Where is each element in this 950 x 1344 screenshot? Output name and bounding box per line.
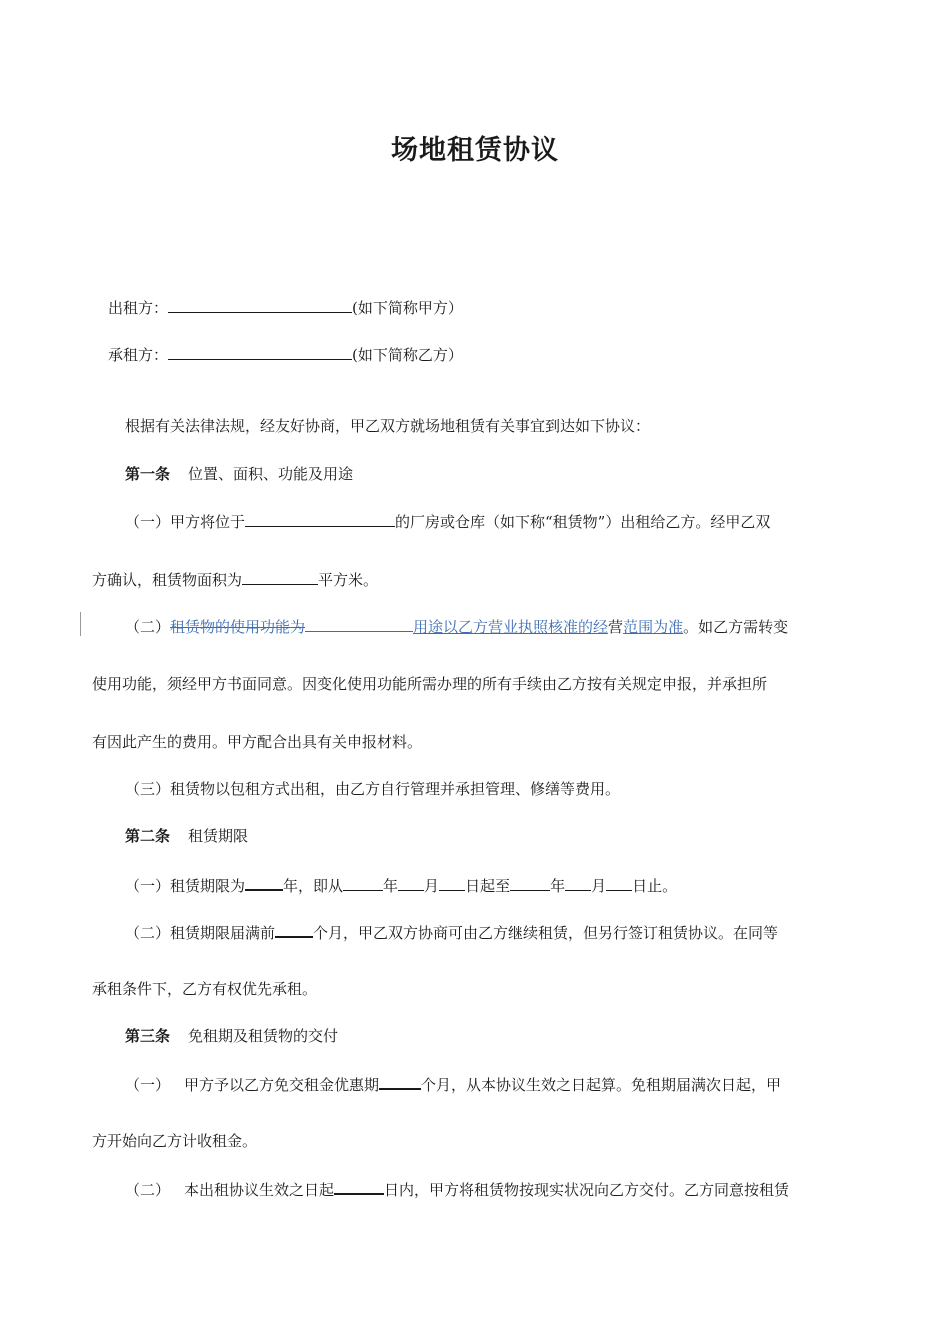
article1-p1-text-b: 的厂房或仓库（如下称“租赁物”）出租给乙方。经甲乙双 <box>395 513 771 531</box>
end-day-blank <box>606 875 632 891</box>
article2-p2-b: 个月，甲乙双方协商可由乙方继续租赁，但另行签订租赁协议。在同等 <box>313 924 779 942</box>
start-year-blank <box>343 875 383 891</box>
renewal-months-blank <box>275 921 313 938</box>
location-blank <box>245 511 395 527</box>
article3-p1-line2: 方开始向乙方计收租金。 <box>92 1132 258 1150</box>
lessee-blank <box>168 344 352 360</box>
usage-blank <box>305 616 413 632</box>
article1-p1-text-d: 平方米。 <box>318 571 379 589</box>
article1-title: 位置、面积、功能及用途 <box>188 465 354 483</box>
lessor-line <box>108 297 463 318</box>
lessee-note: (如下简称乙方） <box>352 346 463 364</box>
article1-p1-text-c: 方确认，租赁物面积为 <box>92 571 243 589</box>
document-title: 场地租赁协议 <box>391 135 559 166</box>
inserted-text-2: 范围为准 <box>623 618 684 636</box>
article2-title: 租赁期限 <box>188 827 249 845</box>
article3-p1-a: （一） <box>125 1076 171 1094</box>
article3-p2-c: 日内，甲方将租赁物按现实状况向乙方交付。乙方同意按租赁 <box>384 1181 790 1199</box>
delivery-days-blank <box>334 1178 384 1195</box>
article2-heading <box>125 826 248 846</box>
article1-p1-text-a: （一）甲方将位于 <box>125 513 246 531</box>
article2-p1-b: 年，即从 <box>283 877 344 895</box>
article1-number: 第一条 <box>125 465 171 483</box>
article2-p2-line1 <box>125 921 778 943</box>
article2-p1-d: 月 <box>424 877 440 895</box>
article3-heading <box>125 1026 338 1046</box>
article1-p2-line2: 使用功能，须经甲方书面同意。因变化使用功能所需办理的所有手续由乙方按有关规定申报，并承担所 <box>92 675 768 693</box>
article3-p2-b: 本出租协议生效之日起 <box>184 1181 335 1199</box>
article1-p2-rest: 。如乙方需转变 <box>683 618 789 636</box>
article1-p1-line1 <box>125 511 770 532</box>
lessee-label: 承租方： <box>108 346 169 364</box>
article1-p2-prefix: （二） <box>125 618 171 636</box>
end-month-blank <box>565 875 591 891</box>
article1-p2-line3: 有因此产生的费用。甲方配合出具有关申报材料。 <box>92 733 423 751</box>
article3-p1-b: 甲方予以乙方免交租金优惠期 <box>184 1076 380 1094</box>
article2-number: 第二条 <box>125 827 171 845</box>
article3-p2-line1 <box>125 1178 789 1200</box>
article3-number: 第三条 <box>125 1027 171 1045</box>
intro-paragraph: 根据有关法律法规，经友好协商，甲乙双方就场地租赁有关事宜到达如下协议： <box>125 417 651 435</box>
article2-p2-a: （二）租赁期限届满前 <box>125 924 276 942</box>
article2-p1-g: 月 <box>591 877 607 895</box>
revision-change-bar <box>80 612 81 636</box>
rent-free-months-blank <box>379 1073 421 1090</box>
area-blank <box>242 569 318 585</box>
article2-p1-a: （一）租赁期限为 <box>125 877 246 895</box>
deleted-text: 租赁物的使用功能为 <box>170 618 306 636</box>
article3-title: 免租期及租赁物的交付 <box>188 1027 339 1045</box>
article2-p1-e: 日起至 <box>465 877 511 895</box>
article2-p1-f: 年 <box>550 877 566 895</box>
end-year-blank <box>510 875 550 891</box>
lessor-blank <box>168 297 352 313</box>
inserted-text-1: 用途以乙方营业执照核准的经 <box>413 618 609 636</box>
article1-p1-line2 <box>92 569 378 590</box>
start-day-blank <box>439 875 465 891</box>
term-years-blank <box>245 874 283 891</box>
article2-p2-line2: 承租条件下，乙方有权优先承租。 <box>92 980 318 998</box>
article2-p1-c: 年 <box>383 877 399 895</box>
lessor-label: 出租方： <box>108 299 169 317</box>
article2-p1-h: 日止。 <box>632 877 678 895</box>
article1-heading <box>125 464 353 484</box>
article1-p3: （三）租赁物以包租方式出租，由乙方自行管理并承担管理、修缮等费用。 <box>125 780 621 798</box>
article1-p2-plain: 营 <box>608 618 624 636</box>
lessor-note: (如下简称甲方） <box>352 299 463 317</box>
start-month-blank <box>398 875 424 891</box>
article1-p2-line1 <box>125 616 788 637</box>
article2-p1 <box>125 874 677 896</box>
article3-p2-a: （二） <box>125 1181 171 1199</box>
article3-p1-line1 <box>125 1073 781 1095</box>
lessee-line <box>108 344 463 365</box>
article3-p1-c: 个月，从本协议生效之日起算。免租期届满次日起，甲 <box>421 1076 782 1094</box>
